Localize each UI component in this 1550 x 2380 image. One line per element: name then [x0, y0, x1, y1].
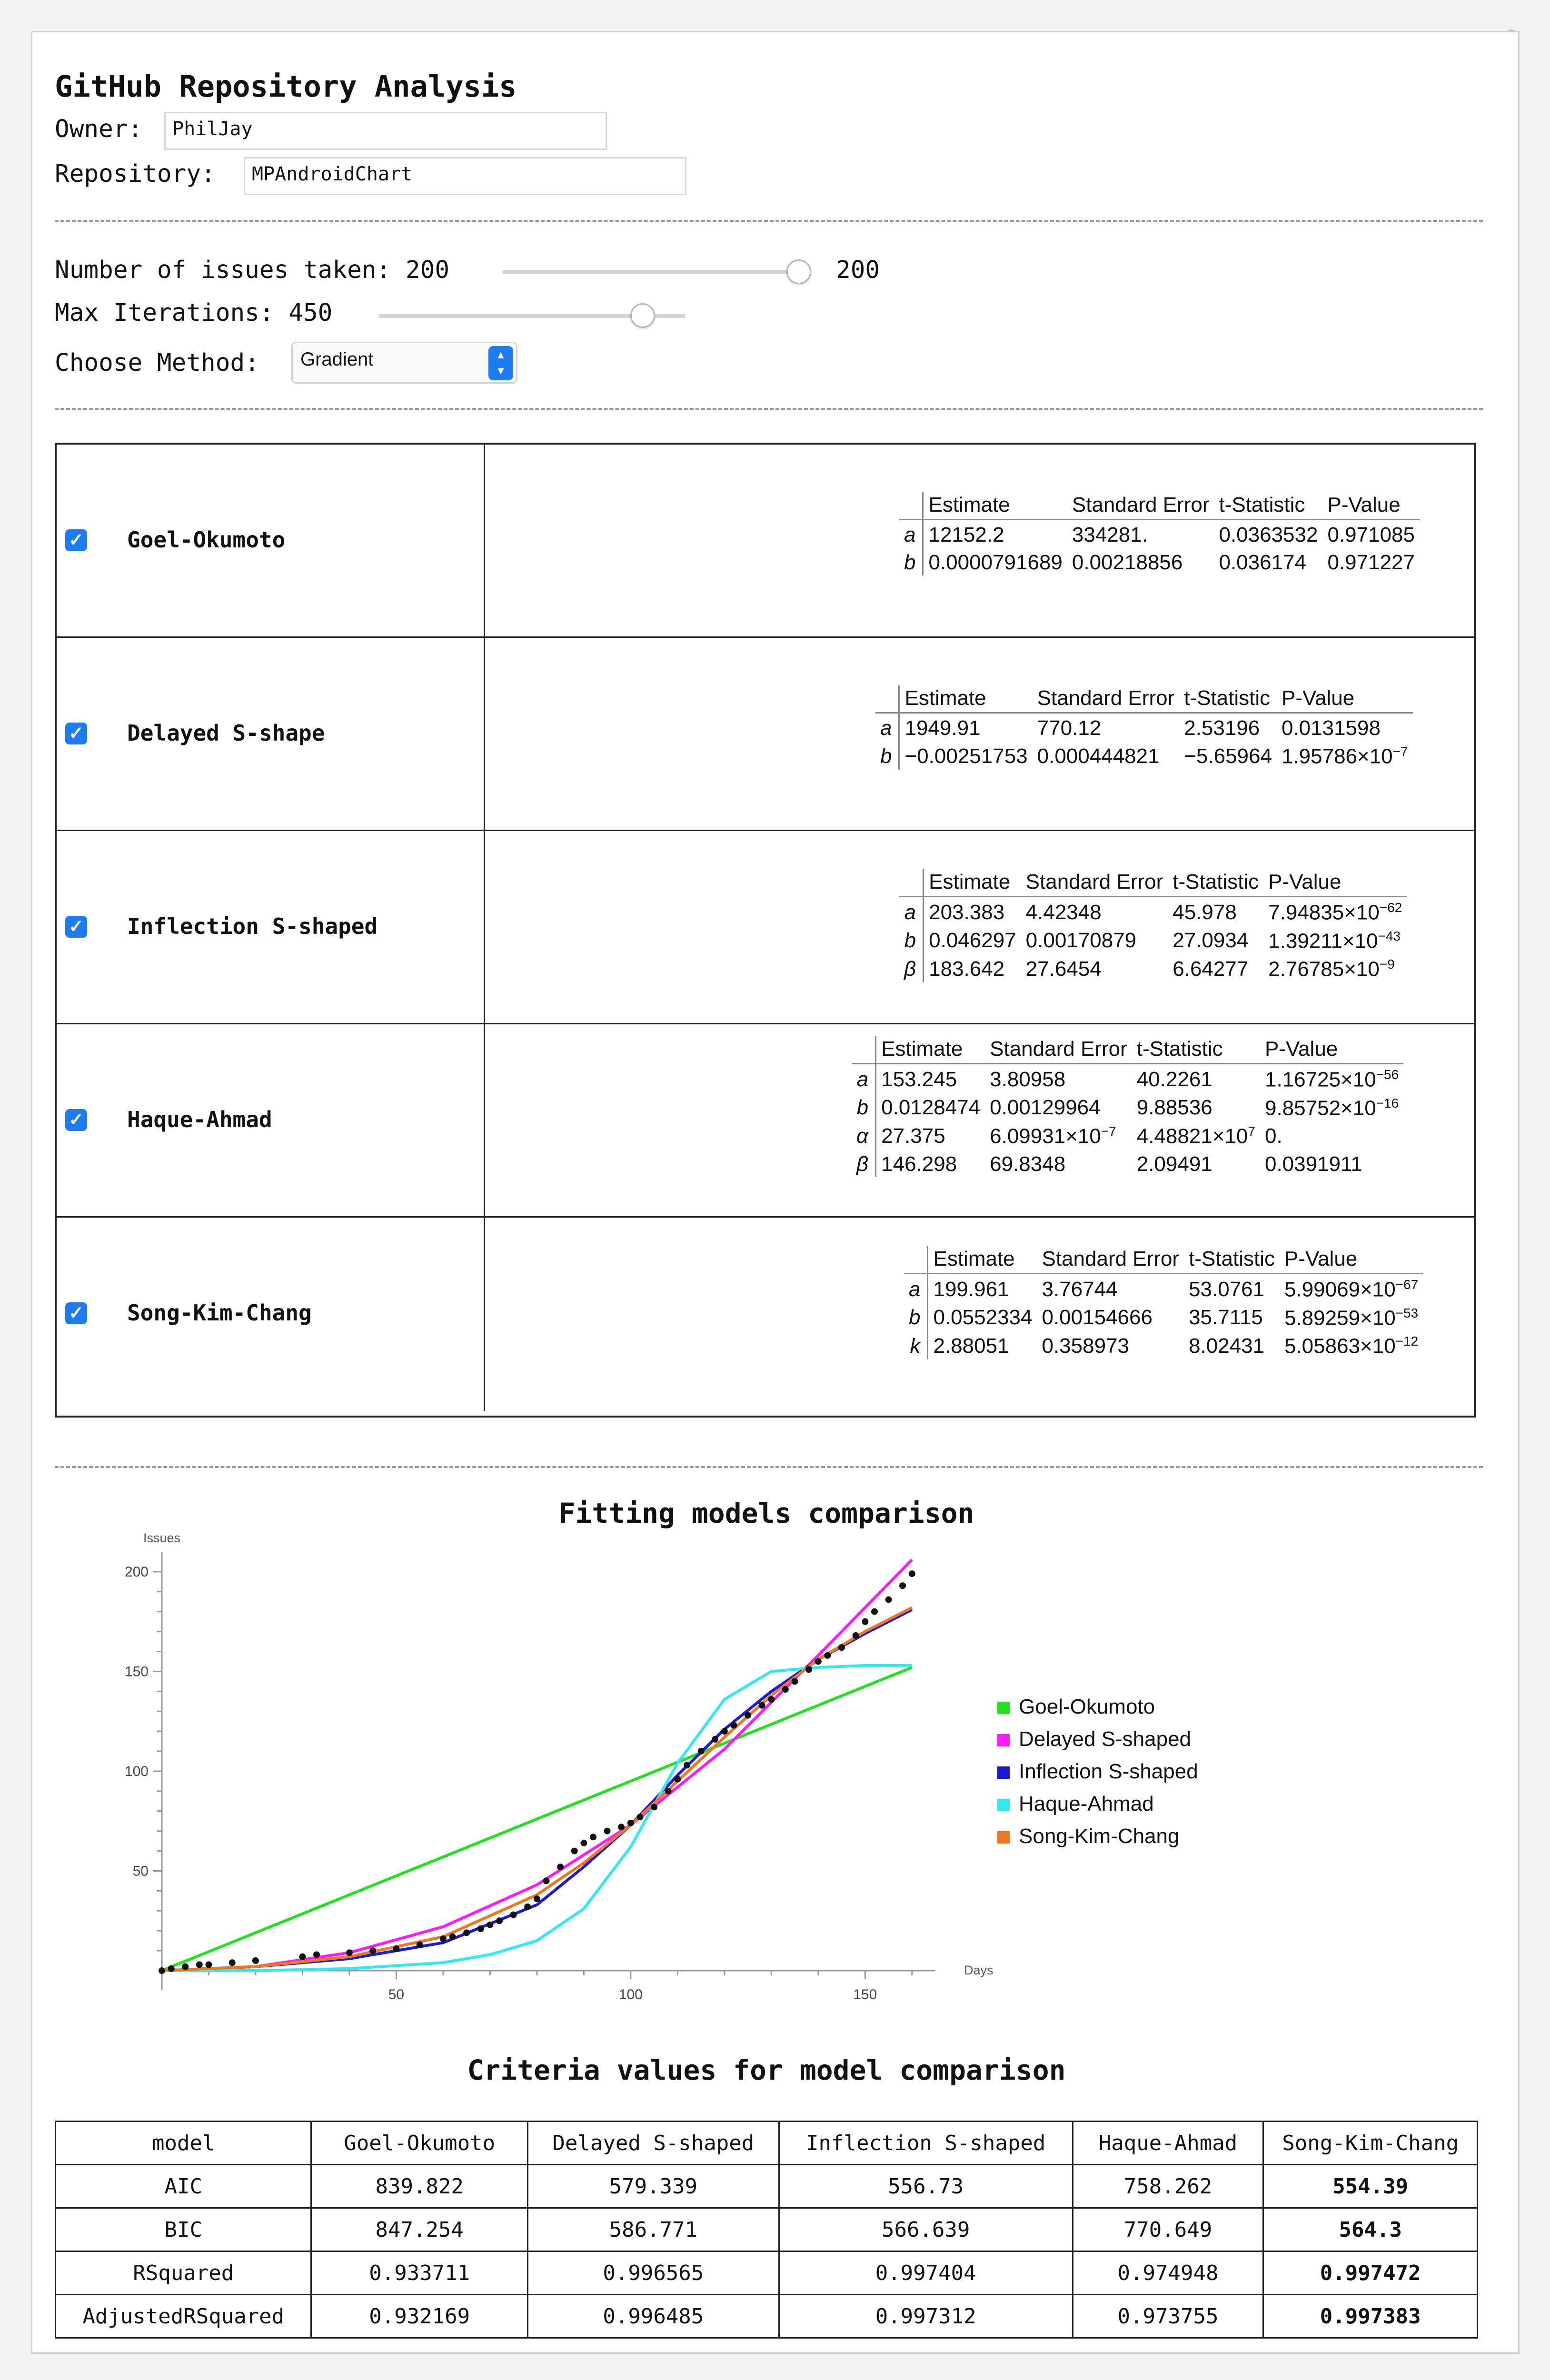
model-checkbox[interactable]: ✓	[65, 1109, 87, 1131]
observed-point	[487, 1922, 493, 1928]
parameter-value: 0.	[1264, 1124, 1282, 1148]
observed-point	[674, 1776, 681, 1783]
criteria-row	[56, 2208, 1478, 2251]
parameter-value: 146.298	[881, 1152, 957, 1176]
criteria-value: 758.262	[1073, 2165, 1263, 2208]
parameter-row	[899, 548, 1420, 575]
method-select-value: Gradient	[300, 349, 374, 370]
column-divider	[484, 831, 485, 1023]
parameter-value: 0.000444821	[1037, 744, 1160, 768]
observed-point	[510, 1912, 517, 1918]
model-row	[57, 1218, 1474, 1411]
criteria-value: 0.974948	[1073, 2251, 1263, 2295]
observed-point	[159, 1967, 165, 1974]
parameter-value: −0.00251753	[904, 744, 1028, 768]
column-header: t-Statistic	[1184, 1246, 1280, 1274]
y-tick-label: 150	[124, 1664, 149, 1680]
observed-point	[731, 1722, 737, 1729]
column-header: Estimate	[876, 1036, 985, 1064]
criteria-value: 0.997383	[1263, 2295, 1478, 2338]
column-header: t-Statistic	[1168, 869, 1263, 897]
criteria-value: 770.649	[1073, 2208, 1263, 2251]
repository-label: Repository:	[55, 160, 216, 188]
parameter-value: 2.09491	[1136, 1152, 1212, 1176]
model-checkbox[interactable]: ✓	[65, 1302, 87, 1324]
criteria-name: AdjustedRSquared	[56, 2295, 311, 2338]
parameter-row	[875, 713, 1413, 742]
criteria-column-header: Goel-Okumoto	[311, 2122, 527, 2165]
legend-label: Inflection S-shaped	[1019, 1760, 1198, 1783]
parameter-value: 27.0934	[1172, 929, 1249, 952]
parameter-name: a	[899, 520, 923, 548]
column-header: P-Value	[1277, 685, 1413, 713]
observed-point	[229, 1959, 236, 1966]
observed-point	[698, 1748, 705, 1755]
criteria-name: AIC	[56, 2165, 311, 2208]
criteria-column-header: Inflection S-shaped	[779, 2122, 1073, 2165]
param-header-blank	[904, 1246, 928, 1274]
criteria-value: 586.771	[527, 2208, 779, 2251]
parameter-name: a	[852, 1064, 876, 1093]
parameter-value: $1.39211\times 10^{-43}$	[1268, 928, 1401, 953]
observed-point	[449, 1934, 456, 1940]
series-line-Song-Kim-Chang	[162, 1607, 912, 1971]
parameter-table	[852, 1036, 1403, 1177]
parameter-value: $4.48821\times 10^7$	[1136, 1124, 1255, 1148]
owner-input[interactable]: PhilJay	[164, 112, 607, 150]
issues-slider-label: Number of issues taken: 200	[55, 256, 450, 284]
parameter-value: 203.383	[929, 900, 1005, 924]
observed-point	[496, 1917, 503, 1924]
observed-point	[604, 1828, 611, 1835]
parameter-value: 45.978	[1172, 900, 1237, 924]
parameter-value: $1.16725\times 10^{-56}$	[1264, 1067, 1399, 1091]
observed-point	[618, 1824, 625, 1830]
observed-point	[885, 1597, 892, 1603]
parameter-row	[852, 1093, 1403, 1121]
model-row	[57, 445, 1474, 638]
x-axis-label: Days	[964, 1963, 994, 1977]
parameter-value: 2.88051	[933, 1334, 1009, 1358]
legend-swatch	[997, 1734, 1010, 1746]
observed-point	[684, 1762, 690, 1768]
parameter-name: a	[904, 1274, 928, 1303]
x-tick-label: 50	[388, 1987, 405, 2003]
param-header-blank	[899, 492, 923, 520]
fitting-chart	[90, 1533, 1438, 2009]
observed-point	[665, 1788, 672, 1795]
criteria-value: 0.932169	[311, 2295, 527, 2338]
parameter-name: b	[904, 1303, 928, 1331]
series-line-Goel-Okumoto	[162, 1667, 912, 1971]
parameter-name: b	[899, 548, 923, 575]
parameter-value: $9.85752\times 10^{-16}$	[1264, 1095, 1399, 1120]
parameter-value: 0.0391911	[1264, 1152, 1362, 1176]
observed-point	[524, 1904, 531, 1910]
criteria-value: 566.639	[779, 2208, 1073, 2251]
parameter-value: 0.358973	[1042, 1334, 1130, 1358]
repository-input[interactable]: MPAndroidChart	[244, 157, 686, 195]
column-header: P-Value	[1280, 1246, 1423, 1274]
criteria-title: Criteria values for model comparison	[467, 2054, 1066, 2086]
parameter-value: 8.02431	[1189, 1334, 1265, 1358]
parameter-value: $6.09931\times 10^{-7}$	[990, 1124, 1116, 1148]
observed-point	[299, 1954, 306, 1960]
parameter-value: 69.8348	[990, 1152, 1066, 1176]
series-line-Delayed S-shaped	[162, 1560, 912, 1971]
parameter-value: 0.0000791689	[928, 551, 1063, 574]
observed-point	[543, 1877, 550, 1884]
model-name: Delayed S-shape	[127, 720, 325, 746]
observed-point	[862, 1618, 868, 1625]
column-divider	[484, 1218, 485, 1411]
parameter-value: 0.0128474	[881, 1096, 981, 1120]
models-grid	[55, 443, 1476, 1418]
column-header: t-Statistic	[1214, 492, 1322, 520]
parameter-value: $5.89259\times 10^{-53}$	[1284, 1305, 1419, 1330]
parameter-row	[852, 1150, 1403, 1177]
issues-slider-thumb[interactable]	[786, 259, 811, 284]
criteria-name: BIC	[56, 2208, 311, 2251]
criteria-name: RSquared	[56, 2251, 311, 2295]
model-checkbox[interactable]: ✓	[65, 723, 87, 744]
chart-title: Fitting models comparison	[558, 1497, 974, 1529]
criteria-table	[55, 2121, 1478, 2339]
parameter-value: 12152.2	[928, 523, 1004, 546]
column-header: Standard Error	[1021, 869, 1168, 897]
parameter-value: 3.80958	[990, 1067, 1066, 1091]
parameter-value: $5.99069\times 10^{-67}$	[1284, 1277, 1419, 1301]
param-header-blank	[852, 1036, 876, 1064]
parameter-value: 53.0761	[1189, 1277, 1265, 1301]
parameter-name: a	[875, 713, 899, 742]
observed-point	[745, 1712, 751, 1719]
observed-point	[871, 1608, 878, 1615]
observed-point	[182, 1964, 189, 1970]
parameter-row	[899, 520, 1420, 548]
parameter-value: 1949.91	[904, 716, 981, 740]
parameter-value: 0.00170879	[1025, 929, 1137, 952]
column-header: Estimate	[899, 685, 1033, 713]
parameter-value: 199.961	[933, 1277, 1009, 1301]
observed-point	[463, 1929, 470, 1936]
parameter-value: 9.88536	[1136, 1096, 1212, 1120]
iterations-slider-thumb[interactable]	[630, 303, 655, 328]
model-name: Goel-Okumoto	[127, 527, 286, 553]
observed-point	[838, 1644, 845, 1651]
column-header: Estimate	[924, 869, 1021, 897]
column-divider	[484, 638, 485, 830]
model-checkbox[interactable]: ✓	[65, 529, 87, 551]
parameter-value: 27.6454	[1025, 957, 1102, 981]
parameter-value: 153.245	[881, 1067, 957, 1091]
observed-point	[712, 1736, 718, 1743]
criteria-column-header: model	[56, 2122, 311, 2165]
column-header: P-Value	[1263, 869, 1407, 897]
criteria-value: 0.997472	[1263, 2251, 1478, 2295]
divider	[55, 408, 1483, 410]
parameter-row	[904, 1331, 1423, 1359]
column-header: Standard Error	[1037, 1246, 1184, 1274]
criteria-value: 0.996565	[527, 2251, 779, 2295]
x-tick-label: 100	[618, 1987, 643, 2003]
y-tick-label: 200	[124, 1564, 149, 1580]
observed-point	[534, 1895, 540, 1902]
column-divider	[484, 445, 485, 636]
model-name: Haque-Ahmad	[127, 1107, 272, 1132]
criteria-value: 0.997312	[779, 2295, 1073, 2338]
criteria-row	[56, 2295, 1478, 2338]
parameter-table	[904, 1246, 1423, 1359]
criteria-value: 554.39	[1263, 2165, 1478, 2208]
parameter-name: k	[904, 1331, 928, 1359]
observed-point	[759, 1702, 765, 1709]
observed-point	[651, 1804, 657, 1810]
method-select[interactable]	[291, 342, 517, 384]
parameter-value: 4.42348	[1025, 900, 1102, 924]
parameter-value: $5.05863\times 10^{-12}$	[1284, 1334, 1419, 1358]
y-tick-label: 50	[132, 1863, 149, 1879]
observed-point	[313, 1951, 320, 1958]
criteria-row	[56, 2251, 1478, 2295]
parameter-row	[904, 1303, 1423, 1331]
parameter-value: 0.00129964	[990, 1096, 1101, 1120]
observed-point	[590, 1834, 596, 1840]
observed-point	[815, 1658, 822, 1665]
legend-label: Song-Kim-Chang	[1019, 1825, 1180, 1848]
legend-swatch	[997, 1831, 1010, 1844]
observed-point	[393, 1945, 399, 1952]
observed-point	[196, 1961, 203, 1968]
y-axis-label: Issues	[143, 1533, 181, 1545]
criteria-value: 839.822	[311, 2165, 527, 2208]
criteria-column-header: Haque-Ahmad	[1073, 2122, 1263, 2165]
parameter-name: α	[852, 1121, 876, 1150]
parameter-table	[899, 869, 1407, 982]
parameter-row	[899, 926, 1407, 954]
param-header-blank	[875, 685, 899, 713]
parameter-name: β	[852, 1150, 876, 1177]
model-checkbox[interactable]: ✓	[65, 916, 87, 938]
parameter-row	[875, 741, 1413, 770]
column-header: Standard Error	[985, 1036, 1132, 1064]
criteria-value: 556.73	[779, 2165, 1073, 2208]
parameter-value: 35.7115	[1189, 1306, 1263, 1329]
parameter-value: 27.375	[881, 1124, 945, 1148]
model-name: Inflection S-shaped	[127, 913, 378, 939]
observed-point	[417, 1942, 423, 1948]
criteria-column-header: Delayed S-shaped	[527, 2122, 779, 2165]
observed-point	[205, 1961, 212, 1968]
parameter-value: 0.0131598	[1281, 716, 1381, 740]
criteria-value: 0.996485	[527, 2295, 779, 2338]
observed-point	[580, 1840, 587, 1846]
parameter-name: b	[875, 741, 899, 770]
parameter-value: 2.53196	[1184, 716, 1260, 740]
page-title: GitHub Repository Analysis	[55, 69, 517, 104]
observed-point	[768, 1696, 775, 1703]
parameter-name: b	[852, 1093, 876, 1121]
criteria-row	[56, 2165, 1478, 2208]
observed-point	[168, 1965, 175, 1972]
observed-point	[477, 1925, 484, 1932]
parameter-name: a	[899, 897, 924, 926]
criteria-value: 0.973755	[1073, 2295, 1263, 2338]
parameter-name: β	[899, 954, 924, 982]
parameter-value: 334281.	[1072, 523, 1148, 546]
legend-label: Delayed S-shaped	[1019, 1727, 1192, 1751]
observed-point	[909, 1570, 915, 1577]
model-row	[57, 1024, 1474, 1218]
observed-point	[557, 1864, 564, 1870]
parameter-table	[899, 492, 1420, 575]
legend-swatch	[997, 1799, 1010, 1811]
criteria-value: 0.997404	[779, 2251, 1073, 2295]
observed-point	[627, 1820, 634, 1826]
column-header: P-Value	[1322, 492, 1420, 520]
parameter-value: 0.971085	[1327, 523, 1415, 546]
legend-swatch	[997, 1702, 1010, 1714]
chevron-updown-icon: ▴ ▾	[488, 346, 513, 380]
criteria-value: 847.254	[311, 2208, 527, 2251]
criteria-value: 579.339	[527, 2165, 779, 2208]
observed-point	[637, 1814, 644, 1820]
column-header: Standard Error	[1033, 685, 1180, 713]
parameter-value: $1.95786\times 10^{-7}$	[1281, 744, 1408, 768]
legend-swatch	[997, 1766, 1010, 1779]
model-row	[57, 831, 1474, 1024]
parameter-row	[852, 1121, 1403, 1150]
criteria-column-header: Song-Kim-Chang	[1263, 2122, 1478, 2165]
observed-point	[440, 1935, 447, 1942]
observed-point	[252, 1957, 259, 1964]
parameter-value: 0.0552334	[933, 1306, 1033, 1329]
legend-label: Goel-Okumoto	[1019, 1695, 1155, 1718]
observed-point	[721, 1728, 728, 1735]
parameter-value: $7.94835\times 10^{-62}$	[1268, 900, 1402, 924]
parameter-value: 6.64277	[1172, 957, 1249, 981]
legend-label: Haque-Ahmad	[1019, 1792, 1154, 1815]
x-tick-label: 150	[853, 1987, 877, 2003]
observed-point	[899, 1582, 906, 1589]
observed-point	[571, 1848, 578, 1854]
parameter-value: 0.036174	[1219, 551, 1306, 574]
column-header: P-Value	[1260, 1036, 1403, 1064]
parameter-row	[904, 1274, 1423, 1303]
parameter-value: 183.642	[929, 957, 1005, 981]
parameter-value: 0.00154666	[1042, 1306, 1153, 1329]
column-divider	[484, 1024, 485, 1216]
owner-label: Owner:	[55, 115, 143, 143]
column-header: Standard Error	[1067, 492, 1214, 520]
param-header-blank	[899, 869, 924, 897]
parameter-row	[899, 897, 1407, 926]
divider	[55, 1466, 1483, 1468]
observed-point	[853, 1632, 859, 1639]
criteria-value: 0.933711	[311, 2251, 527, 2295]
observed-point	[782, 1686, 789, 1693]
parameter-table	[875, 685, 1413, 770]
parameter-value: $2.76785\times 10^{-9}$	[1268, 957, 1395, 981]
iterations-slider-label: Max Iterations: 450	[55, 299, 333, 327]
parameter-value: 40.2261	[1136, 1067, 1212, 1091]
parameter-value: 3.76744	[1042, 1277, 1118, 1301]
parameter-row	[899, 954, 1407, 982]
observed-point	[805, 1666, 812, 1673]
method-label: Choose Method:	[55, 349, 259, 377]
parameter-value: 0.046297	[929, 929, 1016, 952]
model-name: Song-Kim-Chang	[127, 1300, 312, 1326]
observed-point	[824, 1652, 831, 1659]
parameter-row	[852, 1064, 1403, 1093]
criteria-value: 564.3	[1263, 2208, 1478, 2251]
observed-point	[369, 1947, 376, 1954]
parameter-value: 0.971227	[1327, 551, 1415, 574]
divider	[55, 220, 1483, 222]
issues-slider-value: 200	[836, 256, 880, 284]
column-header: Estimate	[928, 1246, 1037, 1274]
column-header: t-Statistic	[1179, 685, 1277, 713]
parameter-name: b	[899, 926, 924, 954]
y-tick-label: 100	[124, 1763, 149, 1779]
issues-slider-track[interactable]	[502, 270, 809, 274]
model-row	[57, 638, 1474, 831]
observed-point	[346, 1949, 353, 1956]
column-header: t-Statistic	[1132, 1036, 1260, 1064]
column-header: Estimate	[923, 492, 1067, 520]
parameter-value: 0.0363532	[1219, 523, 1318, 546]
parameter-value: 770.12	[1037, 716, 1102, 740]
parameter-value: 0.00218856	[1072, 551, 1183, 574]
observed-point	[792, 1678, 798, 1685]
parameter-value: −5.65964	[1184, 744, 1272, 768]
series-line-Inflection S-shaped	[162, 1610, 912, 1971]
